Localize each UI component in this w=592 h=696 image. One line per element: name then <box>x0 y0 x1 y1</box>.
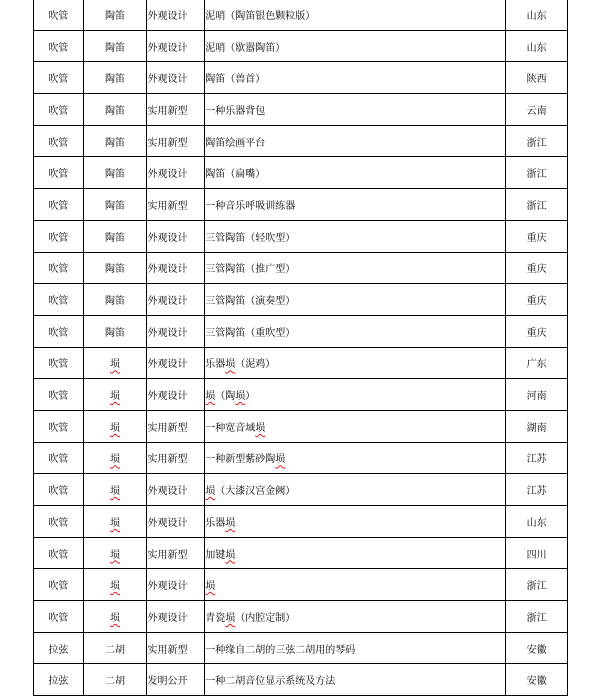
table-row <box>34 569 568 601</box>
cell-category <box>34 0 84 30</box>
cell-patent-type-text: 发明公开 <box>147 676 188 688</box>
cell-region <box>506 664 568 696</box>
table-row <box>34 284 568 316</box>
cell-category <box>34 474 84 506</box>
cell-title-text: 一种音乐呼吸训练器 <box>205 200 296 212</box>
table-row <box>34 94 568 126</box>
cell-instrument-text: 陶笛 <box>105 327 126 339</box>
cell-region-text: 河南 <box>526 391 547 403</box>
cell-patent-type <box>147 410 205 442</box>
cell-patent-type <box>147 189 205 221</box>
cell-category-text: 吹管 <box>48 169 69 181</box>
cell-instrument-text: 陶笛 <box>105 264 126 276</box>
cell-region <box>506 537 568 569</box>
cell-title <box>205 220 506 252</box>
cell-region-text: 重庆 <box>526 296 547 308</box>
cell-instrument <box>83 474 147 506</box>
cell-category <box>34 632 84 664</box>
table-row <box>34 189 568 221</box>
cell-region <box>506 220 568 252</box>
cell-patent-type-text: 外观设计 <box>147 42 188 54</box>
cell-patent-type <box>147 632 205 664</box>
cell-category-text: 拉弦 <box>48 644 69 656</box>
cell-region <box>506 0 568 30</box>
table-row <box>34 252 568 284</box>
cell-instrument <box>83 315 147 347</box>
table-row <box>34 410 568 442</box>
cell-patent-type-text: 外观设计 <box>147 327 188 339</box>
cell-instrument-text: 陶笛 <box>105 42 126 54</box>
cell-category-text: 吹管 <box>48 327 69 339</box>
cell-region-text: 山东 <box>526 517 547 529</box>
cell-region-text: 安徽 <box>526 676 547 688</box>
cell-region-text: 四川 <box>526 549 547 561</box>
cell-title-text: 三管陶笛（演奏型） <box>205 296 296 308</box>
cell-title <box>205 94 506 126</box>
cell-category <box>34 664 84 696</box>
cell-patent-type-text: 实用新型 <box>147 422 188 434</box>
cell-title <box>205 379 506 411</box>
cell-category-text: 吹管 <box>48 581 69 593</box>
cell-region <box>506 62 568 94</box>
cell-instrument <box>83 62 147 94</box>
cell-instrument-text: 埙 <box>110 549 121 561</box>
cell-patent-type <box>147 664 205 696</box>
cell-patent-type-text: 外观设计 <box>147 10 188 22</box>
cell-instrument-text: 埙 <box>110 391 121 403</box>
cell-region-text: 陕西 <box>526 74 547 86</box>
cell-patent-type-text: 实用新型 <box>147 549 188 561</box>
cell-category-text: 吹管 <box>48 200 69 212</box>
cell-instrument-text: 陶笛 <box>105 232 126 244</box>
table-row <box>34 30 568 62</box>
cell-instrument <box>83 30 147 62</box>
cell-title-text: 埙 <box>205 581 216 593</box>
cell-category-text: 吹管 <box>48 137 69 149</box>
cell-region-text: 浙江 <box>526 612 547 624</box>
cell-category-text: 吹管 <box>48 105 69 117</box>
cell-category <box>34 315 84 347</box>
cell-title <box>205 410 506 442</box>
cell-title <box>205 664 506 696</box>
cell-patent-type-text: 外观设计 <box>147 232 188 244</box>
cell-title-text: 乐器埙 <box>205 517 236 529</box>
cell-instrument <box>83 94 147 126</box>
cell-category-text: 吹管 <box>48 391 69 403</box>
cell-patent-type <box>147 442 205 474</box>
table-row <box>34 601 568 633</box>
cell-title <box>205 506 506 538</box>
cell-category <box>34 220 84 252</box>
cell-title-text: 加键埙 <box>205 549 236 561</box>
cell-patent-type <box>147 569 205 601</box>
table-row <box>34 0 568 30</box>
cell-title <box>205 252 506 284</box>
cell-region-text: 湖南 <box>526 422 547 434</box>
cell-instrument-text: 埙 <box>110 486 121 498</box>
cell-title-text: 埙（陶埙） <box>205 391 256 403</box>
cell-patent-type <box>147 252 205 284</box>
cell-region <box>506 379 568 411</box>
cell-instrument <box>83 537 147 569</box>
cell-title <box>205 632 506 664</box>
cell-region <box>506 601 568 633</box>
cell-instrument <box>83 252 147 284</box>
table-row <box>34 315 568 347</box>
page-edge-mark <box>584 688 592 696</box>
cell-category-text: 吹管 <box>48 486 69 498</box>
cell-category <box>34 157 84 189</box>
cell-patent-type-text: 外观设计 <box>147 74 188 86</box>
cell-instrument <box>83 284 147 316</box>
cell-region-text: 重庆 <box>526 232 547 244</box>
table-row <box>34 347 568 379</box>
cell-title-text: 一种新型紫砂陶埙 <box>205 454 286 466</box>
cell-patent-type <box>147 125 205 157</box>
cell-category-text: 吹管 <box>48 42 69 54</box>
cell-region <box>506 474 568 506</box>
cell-title-text: 三管陶笛（轻吹型） <box>205 232 296 244</box>
table-row <box>34 474 568 506</box>
table-row <box>34 664 568 696</box>
cell-region <box>506 347 568 379</box>
cell-category-text: 吹管 <box>48 10 69 22</box>
cell-patent-type-text: 实用新型 <box>147 454 188 466</box>
cell-instrument <box>83 632 147 664</box>
cell-category-text: 吹管 <box>48 74 69 86</box>
table-row <box>34 379 568 411</box>
cell-region <box>506 315 568 347</box>
table-row <box>34 537 568 569</box>
cell-region-text: 浙江 <box>526 169 547 181</box>
cell-patent-type-text: 外观设计 <box>147 359 188 371</box>
cell-title-text: 一种缘自二胡的三弦二胡用的琴码 <box>205 644 356 656</box>
cell-category-text: 拉弦 <box>48 676 69 688</box>
cell-category-text: 吹管 <box>48 232 69 244</box>
cell-instrument <box>83 601 147 633</box>
cell-category-text: 吹管 <box>48 517 69 529</box>
cell-title-text: 一种二胡音位显示系统及方法 <box>205 676 336 688</box>
cell-category <box>34 442 84 474</box>
cell-title-text: 陶笛（兽首） <box>205 74 266 86</box>
cell-category-text: 吹管 <box>48 264 69 276</box>
cell-patent-type-text: 实用新型 <box>147 137 188 149</box>
cell-title-text: 泥哨（陶笛银色颗粒版） <box>205 10 316 22</box>
cell-region-text: 浙江 <box>526 137 547 149</box>
cell-region <box>506 30 568 62</box>
cell-instrument-text: 埙 <box>110 454 121 466</box>
cell-region-text: 重庆 <box>526 264 547 276</box>
cell-patent-type <box>147 94 205 126</box>
patent-table-body <box>34 0 568 696</box>
cell-category-text: 吹管 <box>48 296 69 308</box>
cell-category <box>34 347 84 379</box>
cell-category <box>34 252 84 284</box>
table-row <box>34 125 568 157</box>
cell-patent-type-text: 实用新型 <box>147 644 188 656</box>
cell-instrument <box>83 410 147 442</box>
cell-region <box>506 632 568 664</box>
table-row <box>34 506 568 538</box>
cell-instrument <box>83 220 147 252</box>
cell-title-text: 埙（大漆汉宫金阙） <box>205 486 296 498</box>
cell-instrument-text: 陶笛 <box>105 105 126 117</box>
cell-category <box>34 601 84 633</box>
cell-patent-type <box>147 284 205 316</box>
cell-title <box>205 569 506 601</box>
cell-category-text: 吹管 <box>48 422 69 434</box>
cell-patent-type-text: 外观设计 <box>147 612 188 624</box>
cell-title <box>205 189 506 221</box>
cell-title-text: 陶笛绘画平台 <box>205 137 266 149</box>
cell-region-text: 云南 <box>526 105 547 117</box>
cell-patent-type-text: 外观设计 <box>147 517 188 529</box>
cell-instrument <box>83 664 147 696</box>
cell-title-text: 一种宽音域埙 <box>205 422 266 434</box>
cell-instrument-text: 陶笛 <box>105 296 126 308</box>
table-row <box>34 442 568 474</box>
cell-instrument-text: 二胡 <box>105 644 126 656</box>
cell-title <box>205 474 506 506</box>
cell-title <box>205 442 506 474</box>
cell-instrument-text: 埙 <box>110 517 121 529</box>
cell-region-text: 重庆 <box>526 327 547 339</box>
cell-patent-type <box>147 474 205 506</box>
cell-region-text: 江苏 <box>526 486 547 498</box>
table-row <box>34 632 568 664</box>
cell-instrument <box>83 125 147 157</box>
cell-region-text: 浙江 <box>526 581 547 593</box>
cell-title <box>205 601 506 633</box>
cell-title-text: 一种乐器背包 <box>205 105 266 117</box>
cell-category-text: 吹管 <box>48 612 69 624</box>
cell-category <box>34 284 84 316</box>
cell-instrument-text: 陶笛 <box>105 10 126 22</box>
cell-region <box>506 189 568 221</box>
cell-title-text: 青瓷埙（内腔定制） <box>205 612 296 624</box>
cell-region <box>506 125 568 157</box>
cell-category <box>34 379 84 411</box>
cell-title <box>205 62 506 94</box>
cell-title-text: 乐器埙（泥鸡） <box>205 359 276 371</box>
cell-region <box>506 252 568 284</box>
cell-instrument <box>83 0 147 30</box>
cell-patent-type <box>147 601 205 633</box>
cell-category-text: 吹管 <box>48 549 69 561</box>
cell-category <box>34 506 84 538</box>
cell-instrument <box>83 347 147 379</box>
cell-title-text: 泥哨（歇嚣陶笛） <box>205 42 286 54</box>
cell-patent-type <box>147 506 205 538</box>
cell-patent-type-text: 外观设计 <box>147 581 188 593</box>
cell-title-text: 三管陶笛（重吹型） <box>205 327 296 339</box>
cell-title-text: 三管陶笛（推广型） <box>205 264 296 276</box>
table-row <box>34 62 568 94</box>
cell-patent-type-text: 实用新型 <box>147 105 188 117</box>
cell-category <box>34 410 84 442</box>
cell-instrument-text: 埙 <box>110 612 121 624</box>
cell-region <box>506 94 568 126</box>
cell-title <box>205 125 506 157</box>
cell-patent-type <box>147 347 205 379</box>
cell-patent-type <box>147 157 205 189</box>
table-row <box>34 220 568 252</box>
cell-patent-type-text: 外观设计 <box>147 486 188 498</box>
cell-category <box>34 30 84 62</box>
cell-instrument-text: 埙 <box>110 422 121 434</box>
cell-patent-type <box>147 379 205 411</box>
cell-instrument-text: 埙 <box>110 359 121 371</box>
cell-region-text: 山东 <box>526 10 547 22</box>
cell-patent-type <box>147 315 205 347</box>
cell-instrument-text: 陶笛 <box>105 169 126 181</box>
cell-patent-type <box>147 0 205 30</box>
cell-region <box>506 157 568 189</box>
cell-instrument-text: 二胡 <box>105 676 126 688</box>
cell-category <box>34 94 84 126</box>
cell-region <box>506 506 568 538</box>
cell-instrument <box>83 569 147 601</box>
cell-title <box>205 157 506 189</box>
cell-region-text: 安徽 <box>526 644 547 656</box>
cell-title <box>205 284 506 316</box>
cell-patent-type-text: 外观设计 <box>147 391 188 403</box>
cell-patent-type-text: 外观设计 <box>147 169 188 181</box>
cell-region <box>506 284 568 316</box>
cell-region-text: 广东 <box>526 359 547 371</box>
cell-patent-type <box>147 30 205 62</box>
cell-patent-type <box>147 537 205 569</box>
cell-patent-type-text: 外观设计 <box>147 296 188 308</box>
cell-title <box>205 315 506 347</box>
cell-patent-type-text: 外观设计 <box>147 264 188 276</box>
cell-instrument-text: 陶笛 <box>105 74 126 86</box>
cell-category <box>34 125 84 157</box>
cell-title <box>205 347 506 379</box>
cell-instrument-text: 埙 <box>110 581 121 593</box>
cell-region <box>506 410 568 442</box>
cell-region-text: 浙江 <box>526 200 547 212</box>
cell-region-text: 江苏 <box>526 454 547 466</box>
cell-region <box>506 569 568 601</box>
cell-instrument-text: 陶笛 <box>105 200 126 212</box>
cell-patent-type-text: 实用新型 <box>147 200 188 212</box>
cell-patent-type <box>147 62 205 94</box>
cell-category <box>34 569 84 601</box>
cell-region <box>506 442 568 474</box>
cell-category <box>34 62 84 94</box>
cell-title <box>205 0 506 30</box>
cell-instrument-text: 陶笛 <box>105 137 126 149</box>
cell-instrument <box>83 379 147 411</box>
table-row <box>34 157 568 189</box>
cell-region-text: 山东 <box>526 42 547 54</box>
cell-title-text: 陶笛（扁嘴） <box>205 169 266 181</box>
cell-category <box>34 537 84 569</box>
cell-instrument <box>83 157 147 189</box>
cell-instrument <box>83 189 147 221</box>
cell-instrument <box>83 442 147 474</box>
cell-category-text: 吹管 <box>48 359 69 371</box>
cell-instrument <box>83 506 147 538</box>
cell-title <box>205 30 506 62</box>
cell-title <box>205 537 506 569</box>
cell-category-text: 吹管 <box>48 454 69 466</box>
patent-table <box>33 0 568 696</box>
cell-patent-type <box>147 220 205 252</box>
cell-category <box>34 189 84 221</box>
